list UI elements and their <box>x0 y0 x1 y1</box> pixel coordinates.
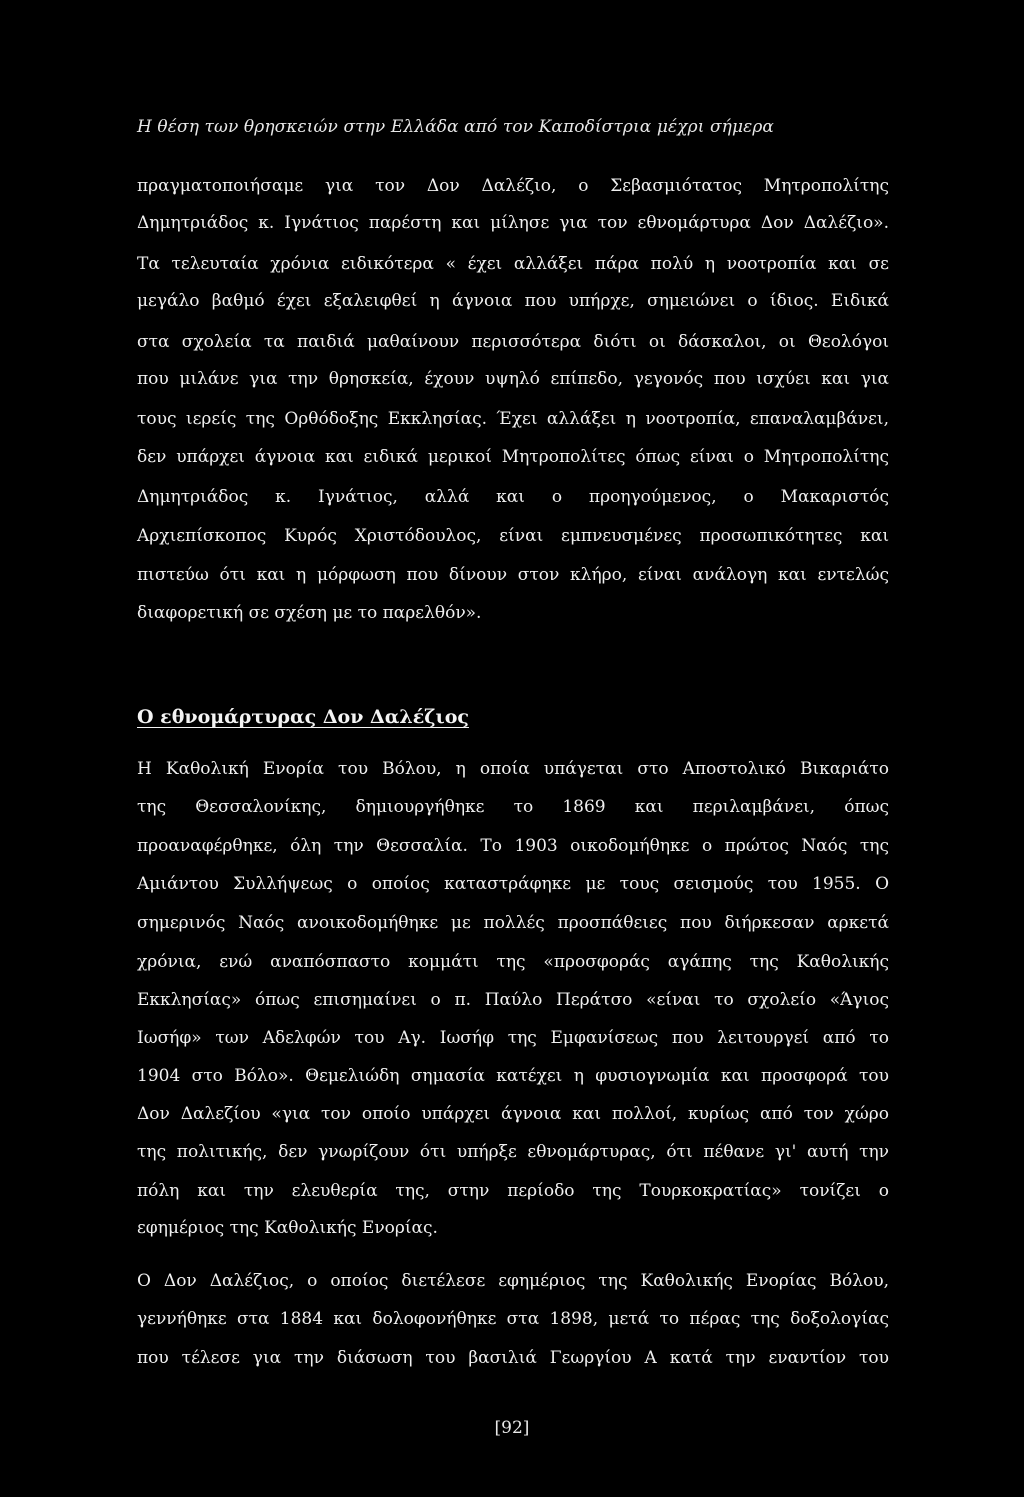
text-line: μεγάλο βαθμό έχει εξαλειφθεί η άγνοια που υπήρχε, σημειώνει ο ίδιος. Ειδικά <box>137 291 889 311</box>
text-line: Δον Δαλεζίου «για τον οποίο υπάρχει άγνοια και πολλοί, κυρίως από τον χώρο <box>137 1104 889 1124</box>
text-line: δεν υπάρχει άγνοια και ειδικά μερικοί Μητροπολίτες όπως είναι ο Μητροπολίτης <box>137 447 889 467</box>
text-line: χρόνια, ενώ αναπόσπαστο κομμάτι της «προσφοράς αγάπης της Καθολικής <box>137 952 889 972</box>
text-line: Τα τελευταία χρόνια ειδικότερα « έχει αλλάξει πάρα πολύ η νοοτροπία και σε <box>137 254 889 274</box>
text-line: 1904 στο Βόλο». Θεμελιώδη σημασία κατέχει η φυσιογνωμία και προσφορά του <box>137 1066 889 1086</box>
text-line: που μιλάνε για την θρησκεία, έχουν υψηλό επίπεδο, γεγονός που ισχύει και για <box>137 369 889 389</box>
text-line: πόλη και την ελευθερία της, στην περίοδο της Τουρκοκρατίας» τονίζει ο <box>137 1181 889 1201</box>
page-number: [92] <box>494 1418 530 1438</box>
text-line: γεννήθηκε στα 1884 και δολοφονήθηκε στα 1898, μετά το πέρας της δοξολογίας <box>137 1309 889 1329</box>
text-line: Δημητριάδος κ. Ιγνάτιος, αλλά και ο προηγούμενος, ο Μακαριστός <box>137 487 889 507</box>
text-line: πιστεύω ότι και η μόρφωση που δίνουν στον κλήρο, είναι ανάλογη και εντελώς <box>137 565 889 585</box>
text-line: Αρχιεπίσκοπος Κυρός Χριστόδουλος, είναι εμπνευσμένες προσωπικότητες και <box>137 526 889 546</box>
text-line: Η Καθολική Ενορία του Βόλου, η οποία υπάγεται στο Αποστολικό Βικαριάτο <box>137 759 889 779</box>
text-line: στα σχολεία τα παιδιά μαθαίνουν περισσότερα διότι οι δάσκαλοι, οι Θεολόγοι <box>137 332 889 352</box>
text-line: τους ιερείς της Ορθόδοξης Εκκλησίας. Έχει αλλάξει η νοοτροπία, επαναλαμβάνει, <box>137 409 889 429</box>
text-line: πραγματοποιήσαμε για τον Δον Δαλέζιο, ο Σεβασμιότατος Μητροπολίτης <box>137 176 889 196</box>
section-heading: Ο εθνομάρτυρας Δον Δαλέζιος <box>137 706 469 728</box>
text-line: εφημέριος της Καθολικής Ενορίας. <box>137 1218 438 1238</box>
text-line: σημερινός Ναός ανοικοδομήθηκε με πολλές προσπάθειες που διήρκεσαν αρκετά <box>137 913 889 933</box>
text-line: Ο Δον Δαλέζιος, ο οποίος διετέλεσε εφημέριος της Καθολικής Ενορίας Βόλου, <box>137 1271 889 1291</box>
text-line: διαφορετική σε σχέση με το παρελθόν». <box>137 603 482 623</box>
running-header: Η θέση των θρησκειών στην Ελλάδα από τον Καποδίστρια μέχρι σήμερα <box>137 117 775 137</box>
text-line: Αμιάντου Συλλήψεως ο οποίος καταστράφηκε με τους σεισμούς του 1955. Ο <box>137 874 889 894</box>
text-line: Ιωσήφ» των Αδελφών του Αγ. Ιωσήφ της Εμφανίσεως που λειτουργεί από το <box>137 1028 889 1048</box>
text-line: της Θεσσαλονίκης, δημιουργήθηκε το 1869 και περιλαμβάνει, όπως <box>137 797 889 817</box>
text-line: της πολιτικής, δεν γνωρίζουν ότι υπήρξε εθνομάρτυρας, ότι πέθανε γι' αυτή την <box>137 1142 889 1162</box>
text-line: προαναφέρθηκε, όλη την Θεσσαλία. Το 1903 οικοδομήθηκε ο πρώτος Ναός της <box>137 836 889 856</box>
text-line: Εκκλησίας» όπως επισημαίνει ο π. Παύλο Περάτσο «είναι το σχολείο «Άγιος <box>137 990 889 1010</box>
text-line: Δημητριάδος κ. Ιγνάτιος παρέστη και μίλησε για τον εθνομάρτυρα Δον Δαλέζιο». <box>137 213 889 233</box>
text-line: που τέλεσε για την διάσωση του βασιλιά Γεωργίου Α κατά την εναντίον του <box>137 1348 889 1368</box>
